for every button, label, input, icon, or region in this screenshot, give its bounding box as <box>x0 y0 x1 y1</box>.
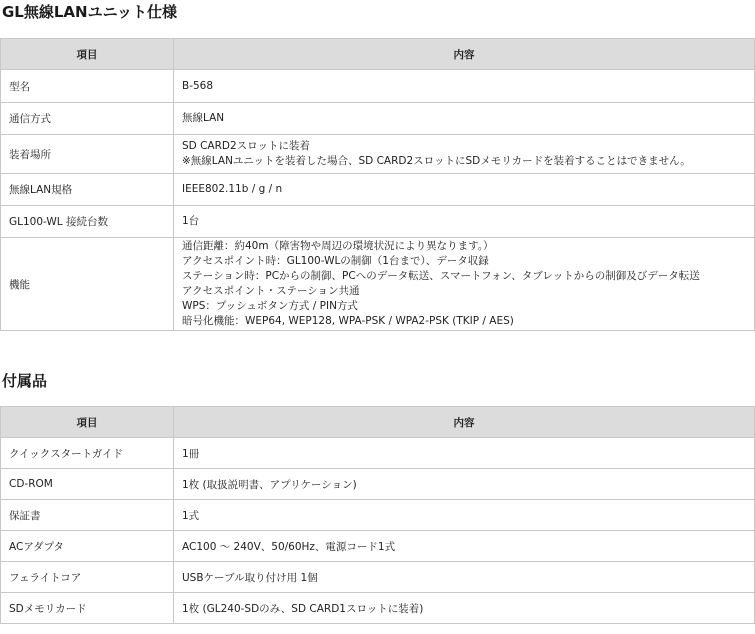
accessory-section-title: 付属品 <box>2 372 48 390</box>
row-label: GL100-WL 接続台数 <box>1 206 174 238</box>
accessory-header-content: 内容 <box>174 407 755 438</box>
row-value: 1枚 (取扱説明書、アプリケーション) <box>174 469 755 500</box>
row-value-line: 通信距離：約40m（障害物や周辺の環境状況により異なります。） <box>182 240 494 252</box>
table-row <box>1 103 755 135</box>
row-label: フェライトコア <box>1 562 174 593</box>
spec-section-title: GL無線LANユニット仕様 <box>2 3 177 21</box>
row-label: 無線LAN規格 <box>1 174 174 206</box>
table-row <box>1 206 755 238</box>
table-row <box>1 500 755 531</box>
row-label: 通信方式 <box>1 103 174 135</box>
row-value: AC100 ～ 240V、50/60Hz、電源コード1式 <box>174 531 755 562</box>
spec-header-content: 内容 <box>174 39 755 70</box>
row-label: SDメモリカード <box>1 593 174 624</box>
row-value-line: SD CARD2スロットに装着 <box>182 140 310 152</box>
row-label: 型名 <box>1 70 174 103</box>
row-value <box>174 174 755 206</box>
row-label: 機能 <box>1 238 174 331</box>
row-label: 装着場所 <box>1 135 174 174</box>
row-value: 1式 <box>174 500 755 531</box>
row-value-line: 無線LAN <box>182 112 225 124</box>
table-row <box>1 238 755 331</box>
table-row <box>1 593 755 624</box>
table-row <box>1 438 755 469</box>
row-label: CD-ROM <box>1 469 174 500</box>
row-value-line: WPS：プッシュボタン方式 / PIN方式 <box>182 300 358 312</box>
row-value: 1枚 (GL240-SDのみ、SD CARD1スロットに装着) <box>174 593 755 624</box>
row-value-line: ステーション時：PCからの制御、PCへのデータ転送、スマートフォン、タブレットからの制御及びデータ転送 <box>182 270 700 282</box>
table-row <box>1 562 755 593</box>
table-row <box>1 531 755 562</box>
row-value <box>174 238 755 331</box>
row-value <box>174 135 755 174</box>
row-value: USBケーブル取り付け用 1個 <box>174 562 755 593</box>
row-label: 保証書 <box>1 500 174 531</box>
row-value-line: IEEE802.11b / g / n <box>182 183 283 195</box>
row-value: 1冊 <box>174 438 755 469</box>
row-value-line: 暗号化機能：WEP64, WEP128, WPA-PSK / WPA2-PSK (TKIP / AES) <box>182 315 514 327</box>
row-value-line: B-568 <box>182 79 214 92</box>
spec-header-item: 項目 <box>1 39 174 70</box>
table-row <box>1 135 755 174</box>
accessory-header-item: 項目 <box>1 407 174 438</box>
accessory-table-header-row <box>1 407 755 438</box>
spec-table-header-row <box>1 39 755 70</box>
row-label: クイックスタートガイド <box>1 438 174 469</box>
row-value <box>174 70 755 103</box>
row-value-line: アクセスポイント・ステーション共通 <box>182 285 360 297</box>
row-label: ACアダプタ <box>1 531 174 562</box>
row-value-note: ※無線LANユニットを装着した場合、SD CARD2スロットにSDメモリカードを装着することはできません。 <box>182 155 691 167</box>
row-value <box>174 103 755 135</box>
table-row <box>1 70 755 103</box>
accessory-table <box>0 406 755 624</box>
row-value-line: アクセスポイント時：GL100-WLの制御（1台まで）、データ収録 <box>182 255 489 267</box>
row-value-line: 1台 <box>182 215 200 227</box>
table-row <box>1 469 755 500</box>
table-row <box>1 174 755 206</box>
spec-table <box>0 38 755 331</box>
row-value <box>174 206 755 238</box>
